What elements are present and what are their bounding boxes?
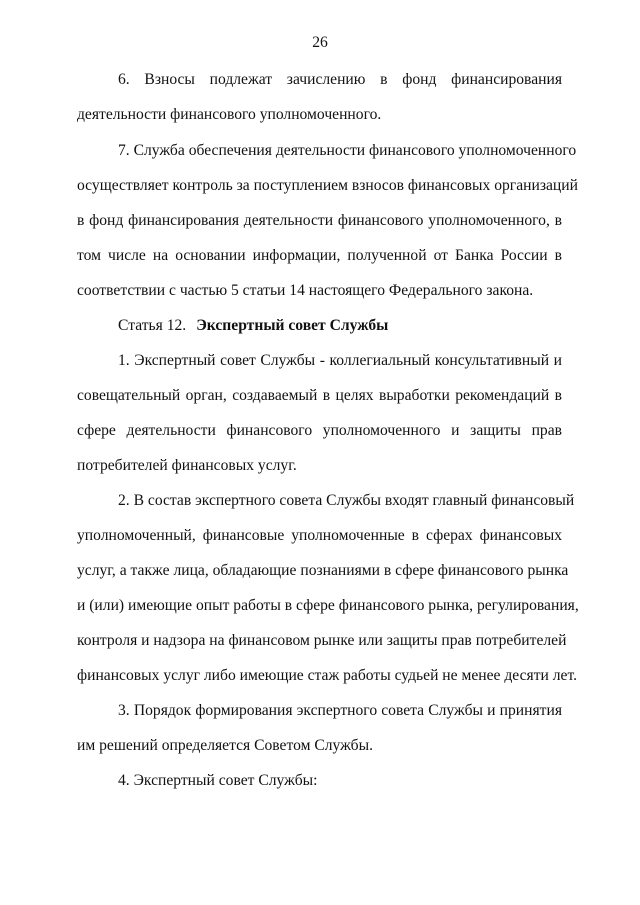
article-paragraph-1-line-4: потребителей финансовых услуг.: [77, 457, 297, 474]
article-paragraph-2-line-4: и (или) имеющие опыт работы в сфере финансового рынка, регулирования,: [77, 597, 579, 614]
paragraph-6-line-2: деятельности финансового уполномоченного.: [77, 106, 382, 123]
article-paragraph-1-line-1: 1. Экспертный совет Службы - коллегиальный консультативный и: [118, 352, 562, 369]
article-paragraph-1-line-2: совещательный орган, создаваемый в целях выработки рекомендаций в: [77, 387, 562, 404]
article-paragraph-3-line-1: 3. Порядок формирования экспертного совета Службы и принятия: [118, 702, 562, 719]
article-heading: [118, 317, 562, 335]
page-number: 26: [312, 34, 328, 51]
article-paragraph-4-line-1: 4. Экспертный совет Службы:: [118, 772, 318, 789]
paragraph-7-line-3: в фонд финансирования деятельности финансового уполномоченного, в: [77, 212, 562, 229]
paragraph-6-line-1: 6. Взносы подлежат зачислению в фонд финансирования: [118, 71, 562, 88]
article-paragraph-2-line-5: контроля и надзора на финансовом рынке или защиты прав потребителей: [77, 632, 567, 649]
paragraph-7-line-2: осуществляет контроль за поступлением взносов финансовых организаций: [77, 177, 578, 194]
article-title: Экспертный совет Службы: [196, 317, 389, 334]
paragraph-7-line-4: том числе на основании информации, полученной от Банка России в: [77, 247, 562, 264]
paragraph-7-line-5: соответствии с частью 5 статьи 14 настоящего Федерального закона.: [77, 282, 534, 299]
article-paragraph-2-line-1: 2. В состав экспертного совета Службы входят главный финансовый: [118, 492, 575, 509]
paragraph-7-line-1: 7. Служба обеспечения деятельности финансового уполномоченного: [118, 142, 577, 159]
article-label: Статья 12.: [118, 317, 187, 334]
article-paragraph-2-line-2: уполномоченный, финансовые уполномоченные в сферах финансовых: [77, 527, 562, 544]
article-paragraph-2-line-6: финансовых услуг либо имеющие стаж работы судьей не менее десяти лет.: [77, 667, 577, 684]
article-paragraph-1-line-3: сфере деятельности финансового уполномоченного и защиты прав: [77, 422, 562, 439]
article-paragraph-2-line-3: услуг, а также лица, обладающие познаниями в сфере финансового рынка: [77, 562, 569, 579]
article-paragraph-3-line-2: им решений определяется Советом Службы.: [77, 737, 373, 754]
